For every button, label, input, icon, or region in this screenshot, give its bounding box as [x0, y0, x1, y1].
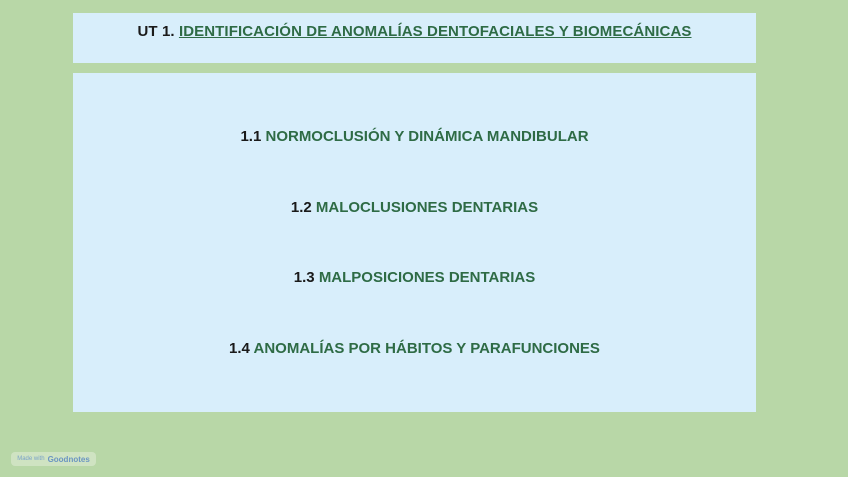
toc-link[interactable]: NORMOCLUSIÓN Y DINÁMICA MANDIBULAR: [265, 128, 589, 145]
badge-made-with: Made with: [17, 456, 45, 462]
page-title: [137, 23, 691, 40]
title-prefix: UT 1.: [137, 23, 179, 40]
toc-panel: [73, 73, 756, 412]
title-link[interactable]: IDENTIFICACIÓN DE ANOMALÍAS DENTOFACIALES Y BIOMECÁNICAS: [178, 23, 692, 40]
header-panel: [73, 13, 756, 63]
toc-link[interactable]: MALOCLUSIONES DENTARIAS: [315, 199, 539, 216]
toc-number: 1.1: [240, 128, 266, 145]
toc-item-1-4[interactable]: [73, 340, 756, 357]
toc-link[interactable]: ANOMALÍAS POR HÁBITOS Y PARAFUNCIONES: [253, 340, 600, 357]
toc-number: 1.3: [293, 269, 319, 286]
toc-item-1-1[interactable]: [73, 128, 756, 145]
toc-number: 1.4: [229, 340, 254, 357]
toc-link[interactable]: MALPOSICIONES DENTARIAS: [318, 269, 536, 286]
toc-number: 1.2: [290, 199, 316, 216]
goodnotes-badge: [11, 452, 96, 466]
toc-item-1-3[interactable]: [73, 269, 756, 286]
toc-item-1-2[interactable]: [73, 199, 756, 216]
badge-brand: Goodnotes: [47, 454, 90, 464]
